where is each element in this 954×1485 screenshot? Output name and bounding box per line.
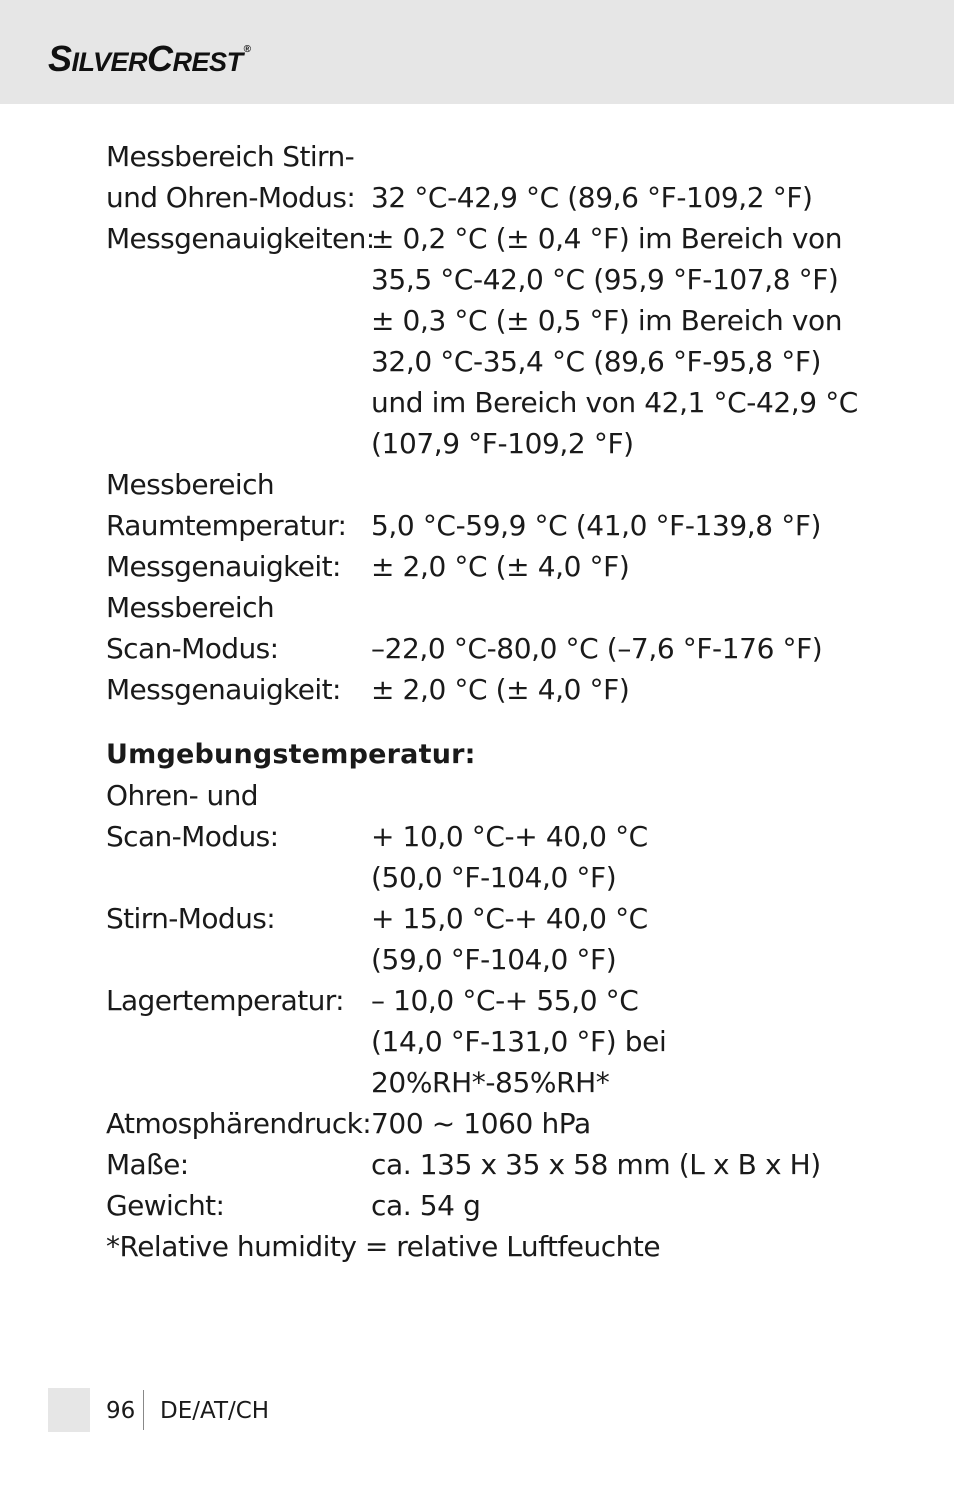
spec-row <box>106 300 906 341</box>
spec-value: 20%RH*-85%RH* <box>371 1066 610 1099</box>
spec-value: ± 2,0 °C (± 4,0 °F) <box>371 550 630 583</box>
spec-value: + 15,0 °C-+ 40,0 °C <box>371 902 648 935</box>
spec-label: Scan-Modus: <box>106 632 279 665</box>
footer-divider <box>143 1390 144 1430</box>
spec-label <box>106 423 371 464</box>
spec-row <box>106 775 906 816</box>
spec-value: 5,0 °C-59,9 °C (41,0 °F-139,8 °F) <box>371 509 822 542</box>
spec-row <box>106 980 906 1021</box>
spec-value: 35,5 °C-42,0 °C (95,9 °F-107,8 °F) <box>371 263 839 296</box>
spec-value: –22,0 °C-80,0 °C (–7,6 °F-176 °F) <box>371 632 823 665</box>
spec-label: Messgenauigkeit: <box>106 673 341 706</box>
spec-label <box>106 1021 371 1062</box>
brand-logo <box>48 38 250 80</box>
brand-letters: ILVER <box>71 47 148 77</box>
spec-label <box>106 1062 371 1103</box>
spec-value: ± 2,0 °C (± 4,0 °F) <box>371 673 630 706</box>
footer-tab <box>48 1388 90 1432</box>
brand-letters: REST <box>172 47 243 77</box>
section-heading: Umgebungstemperatur: <box>106 739 476 770</box>
spec-row <box>106 259 906 300</box>
spec-label: Stirn-Modus: <box>106 902 276 935</box>
spec-label <box>106 341 371 382</box>
spec-value: + 10,0 °C-+ 40,0 °C <box>371 820 648 853</box>
spec-label <box>106 300 371 341</box>
spec-row <box>106 382 906 423</box>
spec-row <box>106 177 906 218</box>
spec-value: und im Bereich von 42,1 °C-42,9 °C <box>371 386 858 419</box>
spec-label <box>106 939 371 980</box>
spec-row <box>106 587 906 628</box>
spec-label: Ohren- und <box>106 779 258 812</box>
spec-value: (50,0 °F-104,0 °F) <box>371 861 617 894</box>
brand-letter: S <box>48 38 72 79</box>
spec-row <box>106 1103 906 1144</box>
spec-row <box>106 423 906 464</box>
spec-row <box>106 669 906 710</box>
spec-label: Lagertemperatur: <box>106 984 344 1017</box>
spec-row <box>106 1021 906 1062</box>
spec-row <box>106 898 906 939</box>
spec-value: (59,0 °F-104,0 °F) <box>371 943 617 976</box>
spec-value: – 10,0 °C-+ 55,0 °C <box>371 984 639 1017</box>
spec-value: ca. 135 x 35 x 58 mm (L x B x H) <box>371 1148 821 1181</box>
spec-label: Messgenauigkeit: <box>106 550 341 583</box>
spec-value <box>371 775 906 816</box>
spec-row <box>106 505 906 546</box>
spec-label: Raumtemperatur: <box>106 509 347 542</box>
spec-value: ca. 54 g <box>371 1189 481 1222</box>
spec-row <box>106 857 906 898</box>
spec-list <box>106 136 906 710</box>
spec-value: (14,0 °F-131,0 °F) bei <box>371 1025 667 1058</box>
spec-label: Atmosphärendruck: <box>106 1107 372 1140</box>
spec-row <box>106 1062 906 1103</box>
registered-mark: ® <box>243 44 251 55</box>
region-label: DE/AT/CH <box>160 1398 270 1424</box>
spec-label: Messbereich Stirn- <box>106 140 355 173</box>
spec-label: und Ohren-Modus: <box>106 181 356 214</box>
spec-label <box>106 259 371 300</box>
page-number: 96 <box>106 1398 136 1424</box>
spec-label <box>106 857 371 898</box>
spec-value: ± 0,2 °C (± 0,4 °F) im Bereich von <box>371 222 843 255</box>
spec-content <box>106 136 906 1267</box>
spec-row <box>106 136 906 177</box>
spec-label: Messbereich <box>106 591 275 624</box>
ambient-spec-list <box>106 775 906 1226</box>
header-bar <box>0 0 954 104</box>
spec-value <box>371 464 906 505</box>
spec-row <box>106 546 906 587</box>
spec-value: (107,9 °F-109,2 °F) <box>371 427 634 460</box>
spec-row <box>106 1144 906 1185</box>
spec-value <box>371 587 906 628</box>
spec-label <box>106 382 371 423</box>
spec-row <box>106 341 906 382</box>
spec-row <box>106 464 906 505</box>
spec-row <box>106 628 906 669</box>
footnote: *Relative humidity = relative Luftfeuchte <box>106 1230 661 1263</box>
spec-value: 700 ~ 1060 hPa <box>371 1107 591 1140</box>
spec-value: 32,0 °C-35,4 °C (89,6 °F-95,8 °F) <box>371 345 822 378</box>
spec-label: Scan-Modus: <box>106 820 279 853</box>
spec-label: Maße: <box>106 1148 189 1181</box>
spec-row <box>106 816 906 857</box>
spec-value <box>371 136 906 177</box>
spec-label: Messbereich <box>106 468 275 501</box>
spec-value: 32 °C-42,9 °C (89,6 °F-109,2 °F) <box>371 181 813 214</box>
brand-letter: C <box>147 38 173 79</box>
spec-row <box>106 1185 906 1226</box>
spec-row <box>106 218 906 259</box>
spec-label: Gewicht: <box>106 1189 225 1222</box>
spec-row <box>106 939 906 980</box>
spec-value: ± 0,3 °C (± 0,5 °F) im Bereich von <box>371 304 843 337</box>
spec-label: Messgenauigkeiten: <box>106 222 375 255</box>
